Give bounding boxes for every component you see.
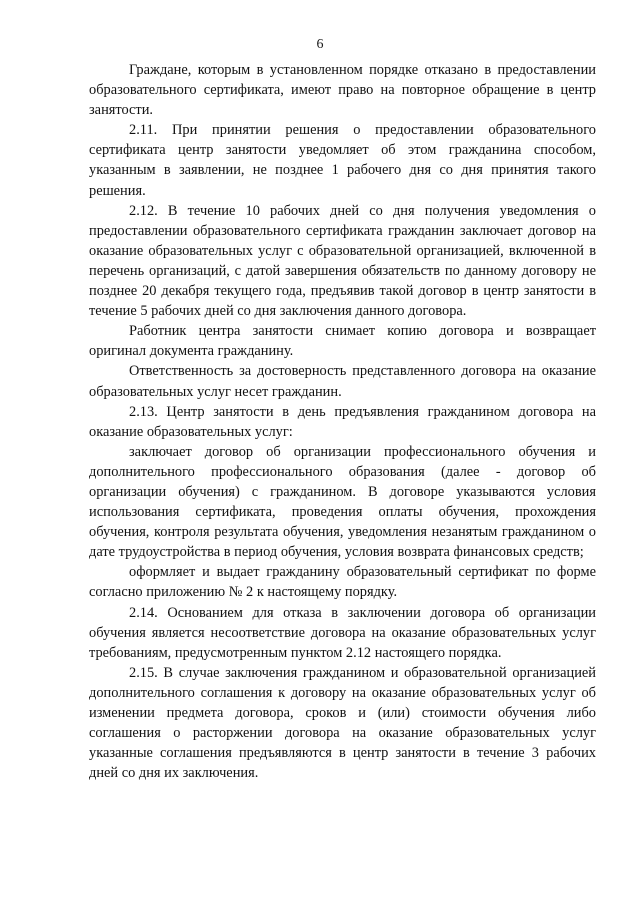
paragraph-2-13-issues: оформляет и выдает гражданину образовательный сертификат по форме согласно приложению № 2 к настоящему порядку.	[89, 564, 596, 601]
paragraph-2-13: 2.13. Центр занятости в день предъявления гражданином договора на оказание образовательных услуг:	[89, 403, 596, 440]
paragraph-2-11: 2.11. При принятии решения о предоставлении образовательного сертификата центр занятости уведомляет об этом гражданина способом, указанным в заявлении, не позднее 1 рабочего дня со дня принятия такого решения.	[89, 122, 596, 199]
paragraph-contract-copy: Работник центра занятости снимает копию договора и возвращает оригинал документа гражданину.	[89, 323, 596, 360]
paragraph-2-15: 2.15. В случае заключения гражданином и образовательной организацией дополнительного соглашения к договору на оказание образовательных услуг об изменении предмета договора, сроков и (или) стоимости обучения либо соглашения о расторжении договора на оказание образовательных услуг указанные соглашения предъявляются в центр занятости в течение 3 рабочих дней со дня их заключения.	[89, 664, 596, 782]
paragraph-2-12: 2.12. В течение 10 рабочих дней со дня получения уведомления о предоставлении образовательного сертификата гражданин заключает договор на оказание образовательных услуг с образовательной организацией, включенной в перечень организаций, с датой завершения обязательств по данному договору не позднее 20 декабря текущего года, предъявив такой договор в центр занятости в течение 5 рабочих дней со дня заключения данного договора.	[89, 202, 596, 320]
paragraph-citizens-refusal: Граждане, которым в установленном порядке отказано в предоставлении образовательного сертификата, имеют право на повторное обращение в центр занятости.	[89, 62, 596, 119]
paragraph-2-14: 2.14. Основанием для отказа в заключении договора об организации обучения является несоответствие договора на оказание образовательных услуг требованиям, предусмотренным пунктом 2.12 настоящего порядка.	[89, 604, 596, 661]
document-body	[89, 60, 596, 783]
paragraph-responsibility: Ответственность за достоверность представленного договора на оказание образовательных услуг несет гражданин.	[89, 363, 596, 400]
page-number: 6	[316, 37, 324, 52]
paragraph-2-13-concludes: заключает договор об организации профессионального обучения и дополнительного профессионального образования (далее - договор об организации обучения) с гражданином. В договоре указываются условия использования сертификата, проведения оплаты обучения, прохождения обучения, контроля результата обучения, уведомления незанятым гражданином о дате трудоустройства в период обучения, условия возврата финансовых средств;	[89, 443, 596, 561]
